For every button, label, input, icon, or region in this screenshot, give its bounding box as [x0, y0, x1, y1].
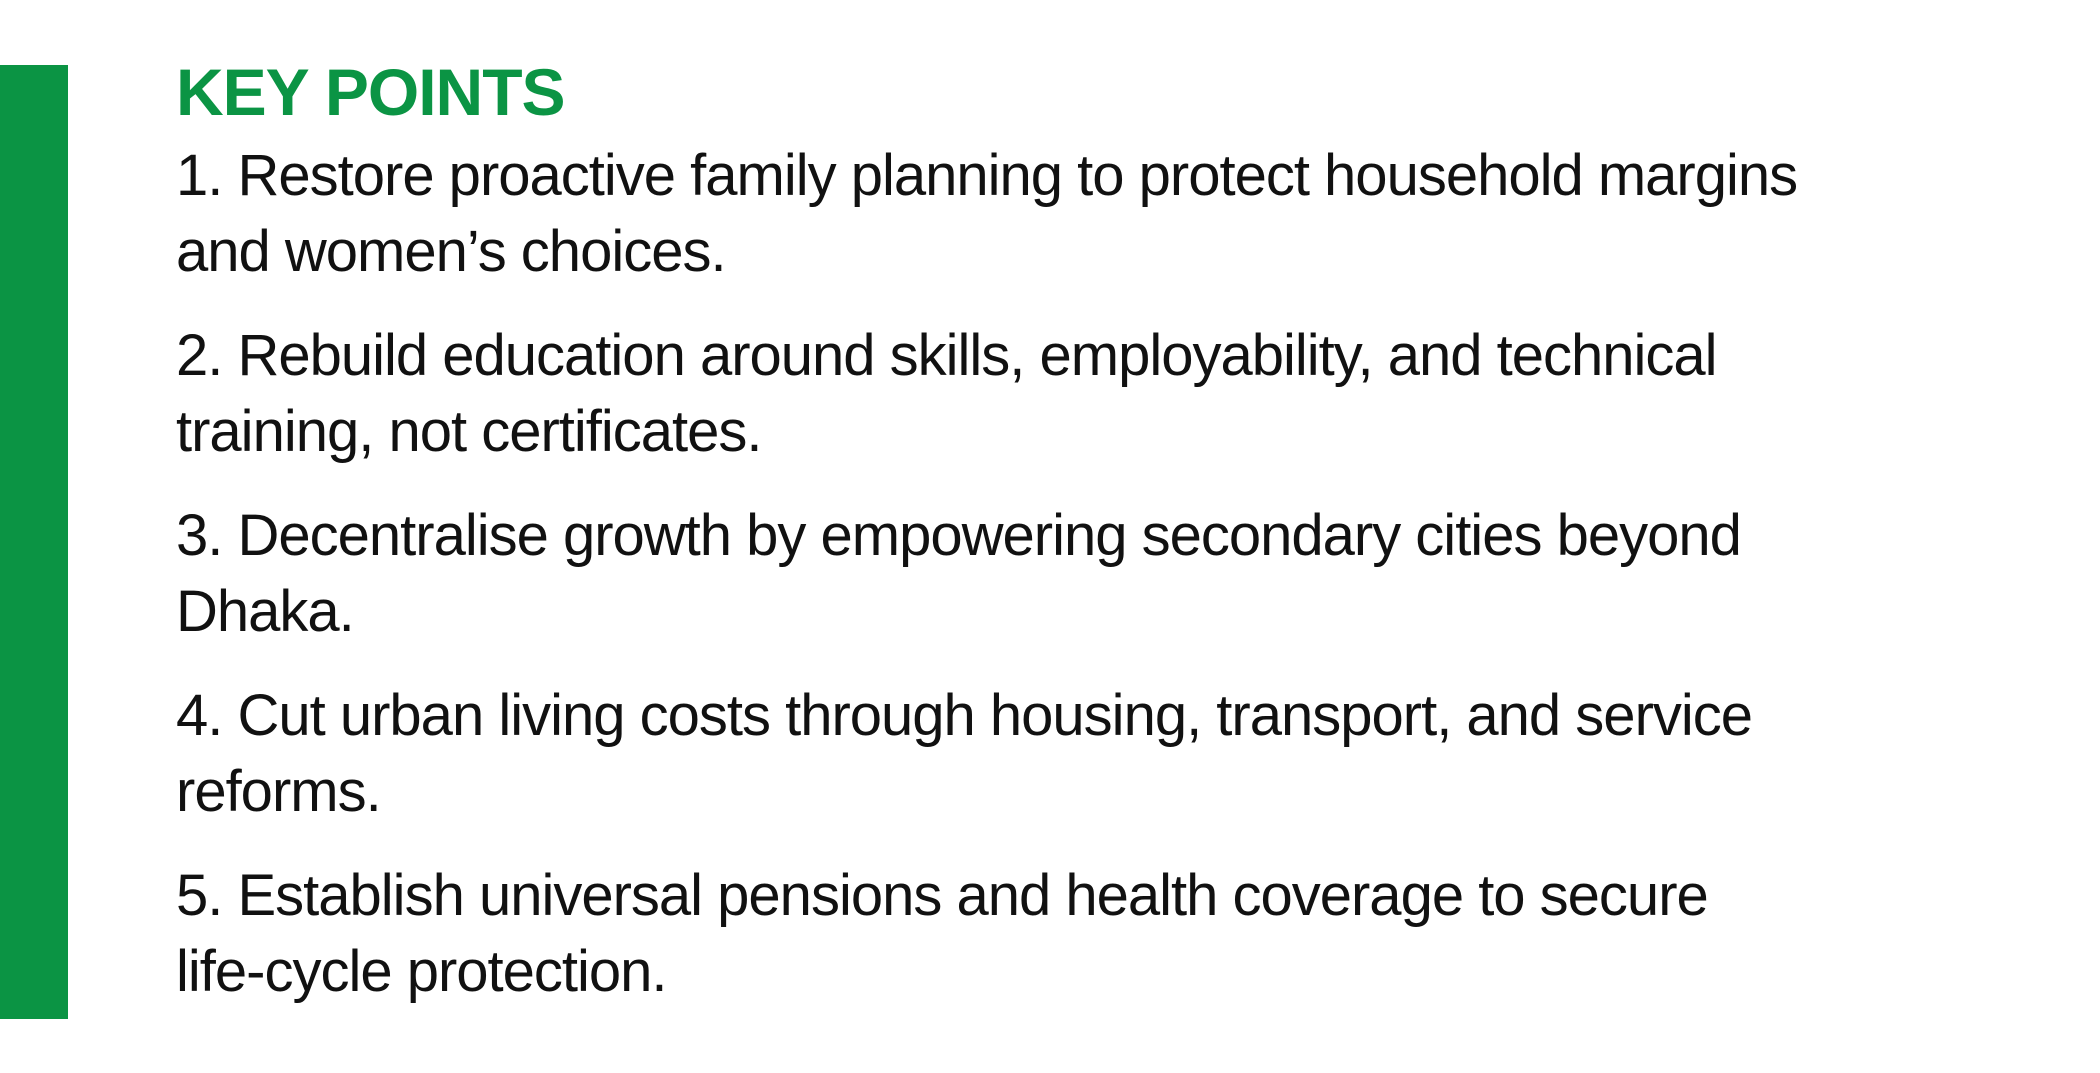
- key-point-line: life-cycle protection.: [176, 939, 667, 1004]
- key-point-3: [176, 498, 1976, 650]
- accent-bar: [0, 65, 68, 1019]
- key-point-line: 4. Cut urban living costs through housing, transport, and service: [176, 683, 1753, 748]
- key-points-list: [176, 138, 2076, 1010]
- key-point-line: reforms.: [176, 759, 381, 824]
- key-point-5: [176, 858, 1976, 1010]
- key-point-line: 5. Establish universal pensions and health coverage to secure: [176, 863, 1708, 928]
- key-point-2: [176, 318, 1976, 470]
- key-point-line: and women’s choices.: [176, 219, 726, 284]
- key-point-line: 1. Restore proactive family planning to protect household margins: [176, 143, 1798, 208]
- key-point-1: [176, 138, 1976, 290]
- key-points-box: [176, 50, 2076, 1010]
- key-point-line: Dhaka.: [176, 579, 354, 644]
- key-point-line: 2. Rebuild education around skills, employability, and technical: [176, 323, 1717, 388]
- key-points-heading: KEY POINTS: [176, 55, 565, 129]
- key-point-line: training, not certificates.: [176, 399, 762, 464]
- key-point-4: [176, 678, 1976, 830]
- key-point-line: 3. Decentralise growth by empowering secondary cities beyond: [176, 503, 1741, 568]
